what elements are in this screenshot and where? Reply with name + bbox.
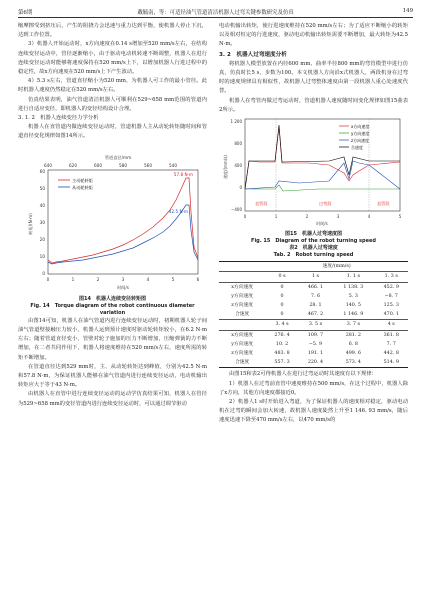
- svg-text:5: 5: [398, 214, 402, 220]
- svg-text:60: 60: [39, 168, 45, 174]
- svg-text:0: 0: [46, 276, 50, 282]
- svg-text:0: 0: [42, 270, 45, 276]
- annotation-follow: 42.5 N·m: [168, 208, 188, 214]
- top-axis-labels: [44, 154, 177, 168]
- header-rule: [18, 17, 413, 18]
- svg-text:30: 30: [39, 219, 45, 225]
- main-wheel-torque-line: [48, 178, 198, 263]
- paragraph: 将机器人模型放置在内径600 mm、曲率半径800 mm的弯管模型中进行仿真，仿真时长5 s，步数为100。本文机器人方向沿x式机器人，两段机身在过弯时的速度规律具有相似性，故机器人过弯整体速度由第一段机器人重心处速度代替。: [219, 60, 408, 95]
- paragraph: 仿真结果表明，油气管道清洁机器人可顺利在529~658 mm范围的管道内进行自适应变径，即机器人的变径结构设计合理。: [18, 96, 207, 112]
- figure-caption-cn: 图14 机器人连续变径转矩图: [79, 295, 146, 302]
- y-speed-line: [245, 185, 400, 191]
- svg-text:转矩/(N·m): 转矩/(N·m): [28, 212, 33, 235]
- y-axis-labels: [27, 169, 45, 276]
- z-speed-line: [245, 161, 400, 189]
- paragraph: 3）机器人开始运动时，x方向速度在0.14 s增加至520 mm/s左右，在结构连续变径运动中，管径逐渐缩小，由于驱动电动机转速不断调整，机器人在进行连续变径运动时能够将速度保持在520 mm/s上下，以增加机器人行进过程中的稳定性，故x方向速度在520 mm/s上下产生波动。: [18, 41, 207, 76]
- paragraph: 电动机输出转矩，使行进速度维持在520 mm/s左右；为了适应不断缩小的转矩以及相对恒定的行进速度，驱动电动机输出转矩需要不断增加，最大转矩为42.5 N·m。: [219, 23, 408, 48]
- paragraph: 在管道直径达到529 mm时，主、从动轮转矩达到峰值，分别为42.5 N·m和57.8 N·m，为保证机器人能够在油气管道内进行连续变径运动，电动机输出转矩应大于等于43 N·m。: [18, 363, 207, 389]
- svg-text:5: 5: [171, 276, 175, 282]
- svg-text:0: 0: [243, 214, 247, 220]
- svg-text:3: 3: [121, 276, 125, 282]
- right-column: [219, 22, 408, 426]
- figure-caption-cn: 图15 机器人过弯速度图: [285, 231, 342, 238]
- svg-text:0: 0: [239, 185, 242, 191]
- section-heading: 3. 2 机器人过弯速度分析: [219, 51, 287, 58]
- svg-text:1 200: 1 200: [230, 119, 242, 125]
- issue-label: 第6期: [18, 10, 33, 16]
- figure-15: [219, 115, 408, 245]
- svg-text:x方向速度: x方向速度: [351, 124, 370, 130]
- svg-text:2: 2: [305, 214, 309, 220]
- svg-text:560: 560: [144, 162, 152, 168]
- figure-14: [18, 142, 207, 317]
- page-number: 149: [402, 8, 413, 14]
- speed-chart: [219, 115, 408, 227]
- paragraph: 2）机器人1 s时开始进入弯道，为了保证机器人的速度相对稳定，驱动电动机在过弯的瞬间会加大转速，故机器人速度陡然上升至1 146. 93 mm/s，随后速度迅速下降至470 mm/s左右，以470 mm/s的: [219, 399, 408, 424]
- svg-text:4: 4: [146, 276, 150, 282]
- torque-chart: [18, 142, 207, 292]
- table-title-cn: 表2 机器人过弯速度: [289, 245, 338, 252]
- x-axis-labels: [47, 277, 200, 291]
- svg-text:直管段: 直管段: [255, 201, 268, 207]
- svg-text:1: 1: [274, 214, 278, 220]
- paragraph: 4）5.3 s左右，管道直径缩小为520 mm，为机器人可工作的最小管径。此时机器人速度仍然稳定在520 mm/s左右。: [18, 78, 207, 94]
- paragraph: 由机器人在直管中进行连续变径运动的运动学仿真结果可知，机器人在管径为529~658 mm的变径管道内进行连续变径运动时，可以通过调节驱动: [18, 391, 207, 407]
- svg-text:从动轮转矩: 从动轮转矩: [72, 184, 93, 190]
- svg-text:4: 4: [367, 214, 371, 220]
- svg-text:620: 620: [69, 162, 77, 168]
- svg-text:50: 50: [39, 185, 45, 191]
- table-title-en: Tab. 2 Robot turning speed: [273, 252, 354, 259]
- figure-caption-en: Fig. 14 Torque diagram of the robot continuous diameter variation: [30, 302, 195, 316]
- svg-text:640: 640: [44, 162, 52, 168]
- chart-legend: [339, 123, 369, 150]
- svg-text:800: 800: [234, 141, 242, 147]
- svg-text:y方向速度: y方向速度: [351, 131, 370, 137]
- annotation-main: 57.8 N·m: [173, 171, 193, 177]
- figure-caption-en: Fig. 15 Diagram of the robot turning speed: [251, 238, 376, 245]
- stage-labels: [255, 200, 390, 207]
- speed-table: 速度/(mm/s) 0 s 1 s 1. 1 s 1. 3 s x方向速度 0 466. 1 1 138. 3 452. 9 y方向速度 0 7. 6 5. 3 −8. 7 z方向速度 0 28. 1 140. 5 125. 3 合速度 0 467. 2 1 146. 9 470. 1 3. 4 s 3. 5 s 3. 7 s 4 s x方向速度 276. 4 109. 7 281. 2 361. 8 y方向速度 10. 2 −5. 9 6. 8 7. 7 z方向速度 483. 8 191. 1 499. 6 442. 8 合速度 557. 3 220. 4 573. 4 514. 9: [219, 261, 408, 368]
- svg-text:管道直径/mm: 管道直径/mm: [104, 154, 132, 160]
- svg-text:580: 580: [119, 162, 127, 168]
- svg-text:−400: −400: [231, 207, 242, 213]
- paragraph: 缩摩擦受到挤压后，产生的阻挠力会迅速与重力达到平衡，使机器人停止下沉，达到工作位置。: [18, 23, 207, 39]
- svg-text:1: 1: [71, 276, 75, 282]
- svg-text:主动轮转矩: 主动轮转矩: [72, 177, 93, 183]
- left-column: [18, 22, 207, 409]
- svg-text:2: 2: [96, 276, 100, 282]
- section-heading: 3. 1. 2 机器人连续变径力学分析: [18, 115, 99, 122]
- svg-text:速度/(mm/s): 速度/(mm/s): [223, 155, 228, 179]
- chart-legend: [58, 177, 94, 191]
- svg-text:过弯段: 过弯段: [319, 201, 332, 207]
- paragraph: 机器人在直管道内做连续变径运动时，管道机器人主从动轮转矩随时间和管道直径变化规律如图14所示。: [18, 124, 207, 140]
- svg-text:10: 10: [39, 253, 45, 259]
- total-speed-line: [245, 125, 400, 189]
- svg-text:3: 3: [336, 214, 340, 220]
- svg-text:20: 20: [39, 236, 45, 242]
- svg-text:600: 600: [94, 162, 102, 168]
- svg-text:时间/s: 时间/s: [316, 221, 328, 227]
- svg-text:直管段: 直管段: [377, 201, 390, 207]
- plot-frame: [48, 170, 198, 274]
- svg-text:6: 6: [196, 276, 200, 282]
- x-speed-line: [245, 127, 400, 189]
- paragraph: 1）机器人在过弯前直管中速度维持在500 mm/s，在这个过程中，机器人除了x方向，其他方向速度都接近0。: [219, 380, 408, 396]
- svg-text:时间/s: 时间/s: [117, 284, 129, 290]
- svg-text:z方向速度: z方向速度: [351, 138, 370, 144]
- svg-text:合速度: 合速度: [351, 145, 363, 151]
- svg-text:400: 400: [234, 163, 242, 169]
- paragraph: 由图15和表2可得机器人在进行过弯运动时其速度有以下规律：: [229, 371, 377, 378]
- running-title: 戴毓南，等：可适径油气管道清洁机器人过弯关键参数研究及仿真: [137, 10, 294, 16]
- svg-text:40: 40: [39, 202, 45, 208]
- paragraph: 由图14可知，机器人在油气管道内进行连续变径运动时，初期机器人轮子间油气管道壁接触压力较小，机器人运到预计速度时驱动轮转矩较小，在6.2 N·m左右；随着管道直径变小，管壁对轮子施加的压力不断增加，压缩弹簧的力不断增加，在二者共同作用下，机器人将速度维持在520 mm/s左右，速度所需的转矩不断增加。: [18, 317, 207, 361]
- svg-text:540: 540: [169, 162, 177, 168]
- paragraph: 机器人在弯管内做过弯运动时，管道机器人速度随时间变化规律如图15曲表2所示。: [219, 97, 408, 113]
